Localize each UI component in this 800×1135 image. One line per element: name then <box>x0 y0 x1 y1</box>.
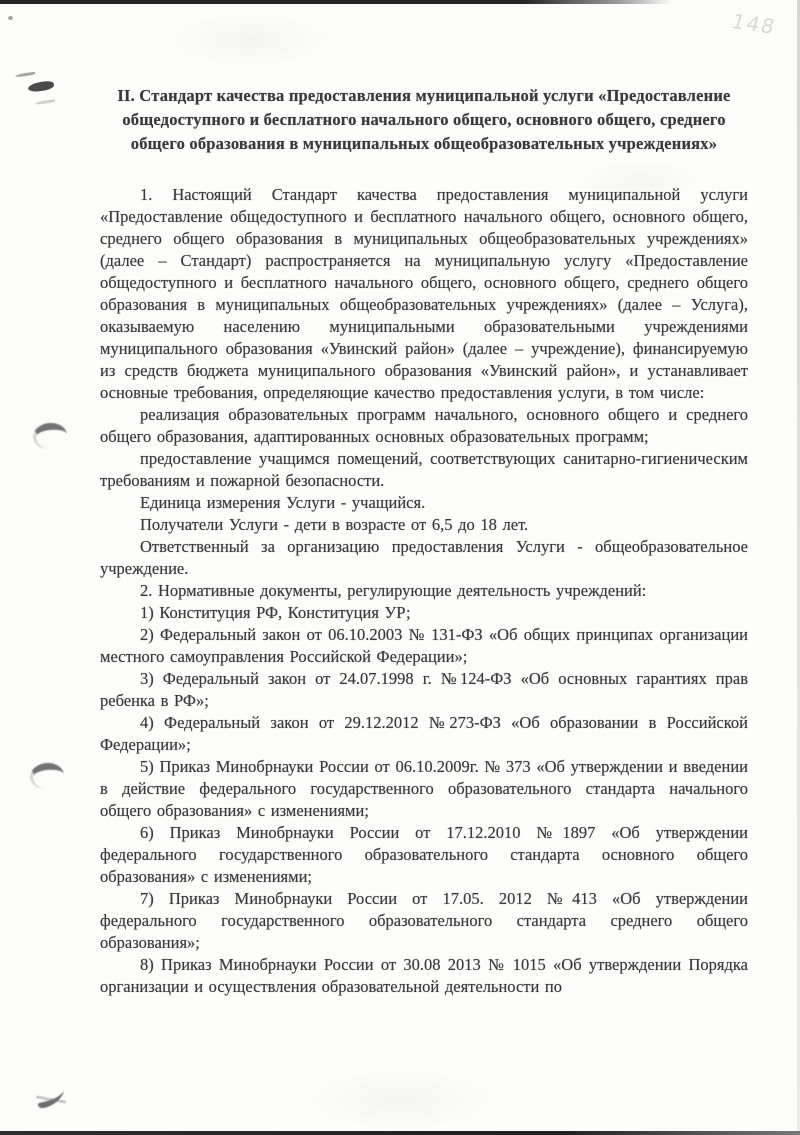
list-item-2: 2) Федеральный закон от 06.10.2003 № 131-ФЗ «Об общих принципах организации местного самоуправления Российской Федерации»; <box>100 625 748 666</box>
pencil-smudge-mark <box>28 80 55 93</box>
ink-dot-mark <box>8 16 13 20</box>
paragraph-unit: Единица измерения Услуги - учащийся. <box>140 493 426 512</box>
document-title: II. Стандарт качества предоставления муниципальной услуги «Предоставление общедоступного и бесплатного начального общего, основного общего, среднего общего образования в муниципальных общеобразовательных учреждениях» <box>117 86 731 153</box>
paragraph-responsible: Ответственный за организацию предоставления Услуги - общеобразовательное учреждение. <box>100 537 748 578</box>
scan-artifact-top-edge <box>0 0 672 4</box>
paragraph-intro: 1. Настоящий Стандарт качества предоставления муниципальной услуги «Предоставление общедоступного и бесплатного начального общего, основного общего, среднего общего образования в муниципальных общеобразовательных учреждениях» (далее – Стандарт) распространяется на муниципальную услугу «Предоставление общедоступного и бесплатного начального общего, основного общего, среднего общего образования в муниципальных общеобразовательных учреждениях» (далее – Услуга), оказываемую населению муниципальными образовательными учреждениями муниципального образования «Увинский район» (далее – учреждение), финансируемую из средств бюджета муниципального образования «Увинский район», и устанавливает основные требования, определяющие качество предоставления услуги, в том числе: <box>100 185 748 402</box>
list-item-4: 4) Федеральный закон от 29.12.2012 №273-ФЗ «Об образовании в Российской Федерации»; <box>100 713 748 754</box>
paragraph-normative-docs-heading: 2. Нормативные документы, регулирующие деятельность учреждений: <box>140 581 647 600</box>
list-item-6: 6) Приказ Минобрнауки России от 17.12.2010 №1897 «Об утверждении федерального государственного образовательного стандарта основного общего образования» с изменениями; <box>100 823 748 886</box>
paragraph-premises: предоставление учащимся помещений, соответствующих санитарно-гигиеническим требованиям и пожарной безопасности. <box>100 449 748 490</box>
hole-punch-mark-lower <box>29 761 66 790</box>
list-item-5: 5) Приказ Минобрнауки России от 06.10.2009г. № 373 «Об утверждении и введении в действие федерального государственного образовательного стандарта начального общего образования» с изменениями; <box>100 757 748 820</box>
paragraph-recipients: Получатели Услуги - дети в возрасте от 6,5 до 18 лет. <box>140 515 529 534</box>
paragraph-realization: реализация образовательных программ начального, основного общего и среднего общего образования, адаптированных основных образовательных программ; <box>100 405 748 446</box>
hole-punch-mark-upper <box>32 421 69 450</box>
list-item-8: 8) Приказ Минобрнауки России от 30.08 2013 № 1015 «Об утверждении Порядка организации и осуществления образовательной деятельности по <box>100 955 748 996</box>
handwritten-page-number: 148 <box>728 9 780 39</box>
list-item-3: 3) Федеральный закон от 24.07.1998 г. №124-ФЗ «Об основных гарантиях прав ребенка в РФ»; <box>100 669 748 710</box>
list-item-1: 1) Конституция РФ, Конституция УР; <box>140 603 411 622</box>
scan-artifact-bottom-edge <box>0 1131 800 1135</box>
document-body <box>100 184 748 998</box>
document-content <box>100 84 748 998</box>
list-item-7: 7) Приказ Минобрнауки России от 17.05. 2012 №413 «Об утверждении федерального государственного образовательного стандарта среднего общего образования»; <box>100 889 748 952</box>
